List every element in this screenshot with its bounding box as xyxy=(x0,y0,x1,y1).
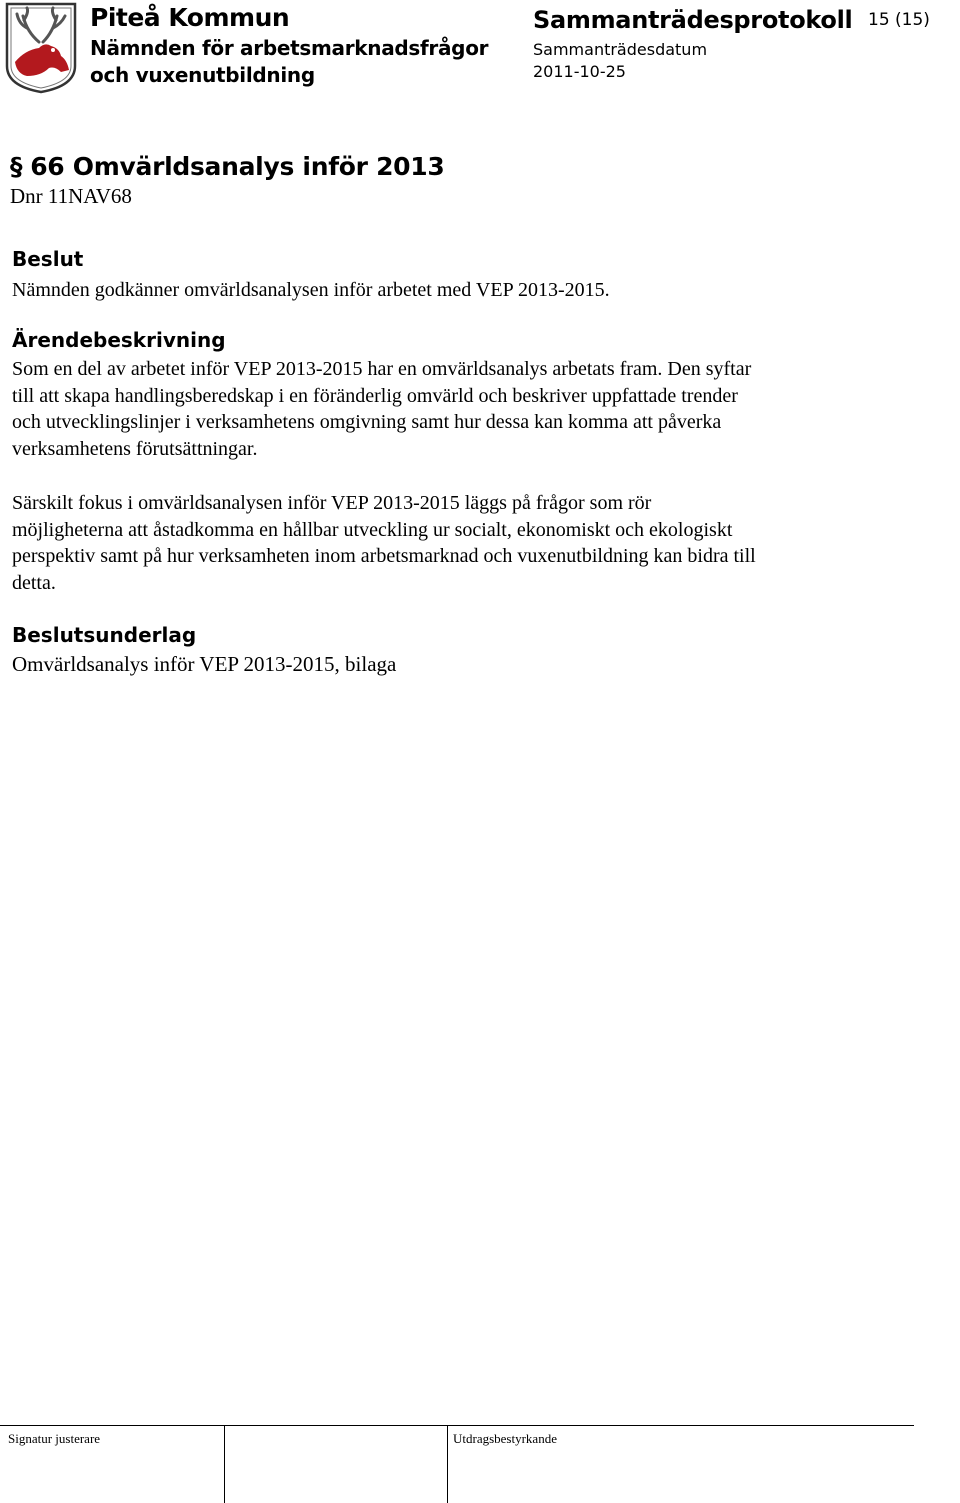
footer-divider xyxy=(0,1425,914,1426)
extract-certification-label: Utdragsbestyrkande xyxy=(453,1431,557,1446)
arendebeskrivning-paragraph-1 xyxy=(12,356,942,462)
footer-column-divider xyxy=(224,1425,225,1503)
footer-column-divider xyxy=(447,1425,448,1503)
text-line: detta. xyxy=(12,571,56,594)
meeting-date-label: Sammanträdesdatum xyxy=(533,40,708,59)
section-title xyxy=(10,152,444,181)
section-symbol: § xyxy=(10,152,23,181)
beslutsunderlag-line: Omvärldsanalys inför VEP 2013-2015, bilaga xyxy=(12,652,397,676)
org-name: Piteå Kommun xyxy=(90,3,290,32)
reindeer-coat-of-arms-icon xyxy=(5,2,77,94)
text-line: och utvecklingslinjer i verksamhetens omgivning samt hur dessa kan komma att påverka xyxy=(12,411,722,433)
diary-number: Dnr 11NAV68 xyxy=(10,184,132,208)
text-line: till att skapa handlingsberedskap i en föränderlig omvärld och beskriver uppfattade trender xyxy=(12,384,738,407)
section-title-text: 66 Omvärldsanalys inför 2013 xyxy=(30,152,445,181)
signature-field-label: Signatur justerare xyxy=(8,1431,101,1446)
org-unit-line1: Nämnden för arbetsmarknadsfrågor xyxy=(90,36,489,60)
text-line: Som en del av arbetet inför VEP 2013-2015 har en omvärldsanalys arbetats fram. Den syftar xyxy=(12,358,752,380)
text-line: möjligheterna att åstadkomma en hållbar utveckling ur socialt, ekonomiskt och ekologiskt xyxy=(12,518,733,541)
document-type: Sammanträdesprotokoll xyxy=(533,6,853,34)
text-line: verksamhetens förutsättningar. xyxy=(12,437,258,460)
page-number: 15 (15) xyxy=(868,10,930,30)
beslut-line: Nämnden godkänner omvärldsanalysen inför arbetet med VEP 2013-2015. xyxy=(12,279,610,301)
beslutsunderlag-text xyxy=(12,651,942,678)
org-unit-line2: och vuxenutbildning xyxy=(90,63,315,87)
arendebeskrivning-paragraph-2 xyxy=(12,490,942,596)
heading-beslutsunderlag: Beslutsunderlag xyxy=(12,623,197,647)
org-unit xyxy=(90,35,510,89)
text-line: perspektiv samt på hur verksamheten inom arbetsmarknad och vuxenutbildning kan bidra till xyxy=(12,545,756,567)
text-line: Särskilt fokus i omvärldsanalysen inför VEP 2013-2015 läggs på frågor som rör xyxy=(12,492,652,514)
heading-beslut: Beslut xyxy=(12,247,84,271)
meeting-date-value: 2011-10-25 xyxy=(533,62,626,81)
beslut-text xyxy=(12,277,942,304)
heading-arendebeskrivning: Ärendebeskrivning xyxy=(12,328,226,352)
